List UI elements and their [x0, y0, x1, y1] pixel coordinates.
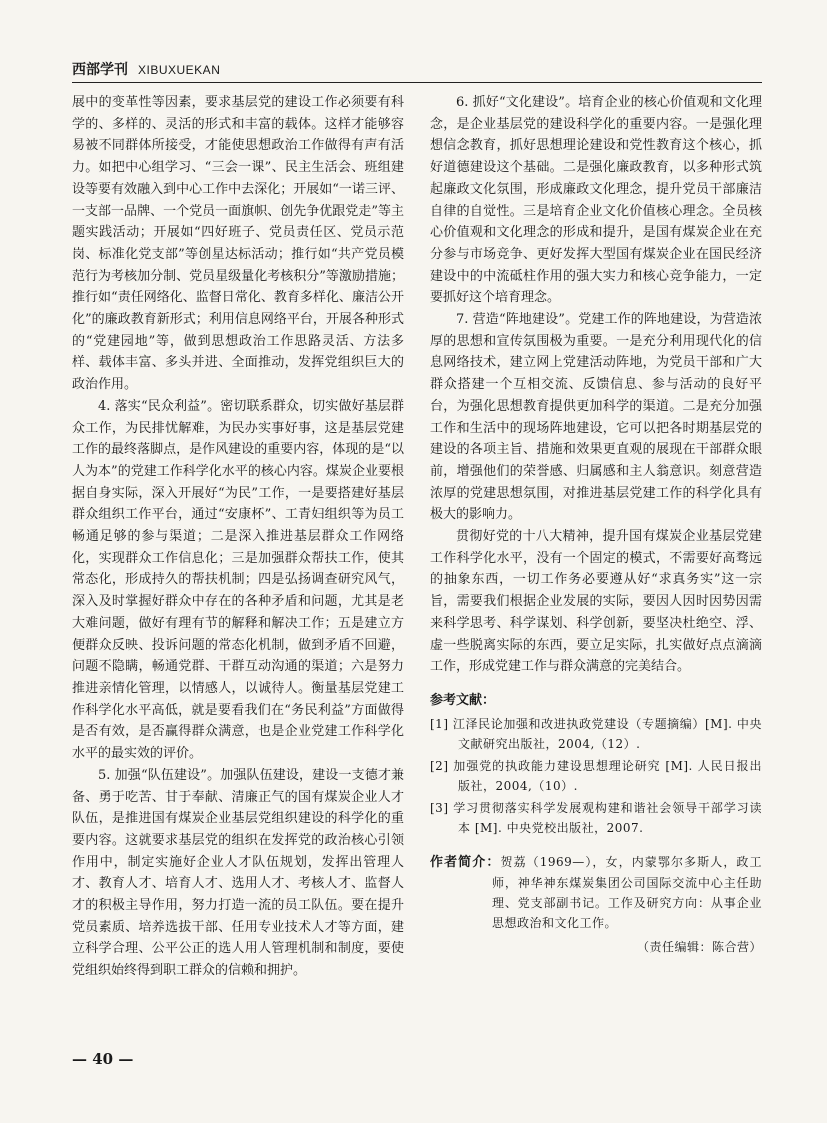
reference-item: [2] 加强党的执政能力建设思想理论研究 [M]. 人民日报出版社，2004,（10）. [430, 758, 762, 793]
journal-title-en: XIBUXUEKAN [138, 63, 221, 77]
running-header [72, 60, 762, 83]
paragraph: 展中的变革性等因素，要求基层党的建设工作必须要有科学的、多样的、灵活的形式和丰富的载体。这样才能够容易被不同群体所接受，才能使思想政治工作做得有声有活力。如把中心组学习、“三会一课”、民主生活会、班组建设等要有效融入到中心工作中去深化；开展如“一诺三评、一支部一品牌、一个党员一面旗帜、创先争优跟党走”等主题实践活动；开展如“四好班子、党员责任区、党员示范岗、标准化党支部”等创星达标活动；推行如“共产党员模范行为考核加分制、党员星级量化考核积分”等激励措施；推行如“责任网络化、监督日常化、教育多样化、廉洁公开化”的廉政教育新形式；利用信息网络平台，开展各种形式的“党建园地”等，做到思想政治工作思路灵活、方法多样、载体丰富、多头并进、全面推动，发挥党组织巨大的政治作用。 [72, 95, 404, 393]
reference-item: [3] 学习贯彻落实科学发展观构建和谐社会领导干部学习读本 [M]. 中央党校出版社，2007. [430, 800, 762, 835]
journal-title-cn: 西部学刊 [72, 62, 128, 78]
author-bio [430, 852, 762, 933]
author-bio-label: 作者简介： [430, 854, 501, 870]
right-column [430, 92, 762, 958]
left-column [72, 92, 404, 982]
paragraph: 6. 抓好“文化建设”。培育企业的核心价值观和文化理念，是企业基层党的建设科学化的重要内容。一是强化理想信念教育，抓好思想理论建设和党性教育这个核心，抓好道德建设这个基础。二是强化廉政教育，以多种形式筑起廉政文化氛围，形成廉政文化理念，提升党员干部廉洁自律的自觉性。三是培育企业文化价值核心理念。全员核心价值观和文化理念的形成和提升，是国有煤炭企业在充分参与市场竞争、更好发挥大型国有煤炭企业在国民经济建设中的中流砥柱作用的强大实力和核心竞争能力，一定要抓好这个培育理念。 [430, 95, 762, 306]
reference-item: [1] 江泽民论加强和改进执政党建设（专题摘编）[M]. 中央文献研究出版社，2004,（12）. [430, 716, 762, 751]
references-title: 参考文献： [430, 692, 496, 708]
paragraph: 4. 落实“民众利益”。密切联系群众，切实做好基层群众工作，为民排忧解难，为民办实事好事，这是基层党建工作的最终落脚点，是作风建设的重要内容，体现的是“以人为本”的党建工作科学化水平的核心内容。煤炭企业要根据自身实际，深入开展好“为民”工作，一是要搭建好基层群众组织工作平台，通过“安康杯”、工青妇组织等为员工畅通足够的参与渠道；二是深入推进基层群众工作网络化，实现群众工作信息化；三是加强群众帮扶工作，使其常态化，形成持久的帮扶机制；四是弘扬调查研究风气，深入及时掌握好群众中存在的各种矛盾和问题，尤其是老大难问题，做好有理有节的解释和解决工作；五是建立方便群众反映、投诉问题的常态化机制，做到矛盾不回避，问题不隐瞒，畅通党群、干群互动沟通的渠道；六是努力推进亲情化管理，以情感人，以诚待人。衡量基层党建工作科学化水平高低，就是要看我们在“务民利益”方面做得是否有效，是否赢得群众满意，也是企业党建工作科学化水平的最实效的评价。 [72, 398, 404, 762]
paragraph: 贯彻好党的十八大精神，提升国有煤炭企业基层党建工作科学化水平，没有一个固定的模式，不需要好高骛远的抽象东西，一切工作务必要遵从好“求真务实”这一宗旨，需要我们根据企业发展的实际，要因人因时因势因需来科学思考、科学谋划、科学创新，要坚决杜绝空、浮、虚一些脱离实际的东西，要立足实际，扎实做好点点滴滴工作，形成党建工作与群众满意的完美结合。 [430, 529, 762, 675]
author-bio-text: 贺荔（1969—），女，内蒙鄂尔多斯人，政工师，神华神东煤炭集团公司国际交流中心主任助理、党支部副书记。工作及研究方向：从事企业思想政治和文化工作。 [492, 854, 762, 930]
editor-note: （责任编辑：陈合营） [636, 939, 762, 954]
paragraph: 5. 加强“队伍建设”。加强队伍建设，建设一支德才兼备、勇于吃苦、甘于奉献、清廉正气的国有煤炭企业人才队伍，是推进国有煤炭企业基层党组织建设的科学化的重要内容。这就要求基层党的组织在发挥党的政治核心引领作用中，制定实施好企业人才队伍规划，发挥出管理人才、教育人才、培育人才、选用人才、考核人才、监督人才的积极主导作用，努力打造一流的员工队伍。要在提升党员素质、培养选拔干部、任用专业技术人才等方面，建立科学合理、公平公正的选人用人管理机制和制度，要使党组织始终得到职工群众的信赖和拥护。 [72, 767, 404, 979]
page-number: — 40 — [72, 1050, 134, 1068]
paragraph: 7. 营造“阵地建设”。党建工作的阵地建设，为营造浓厚的思想和宣传氛围极为重要。一是充分利用现代化的信息网络技术，建立网上党建活动阵地，为党员干部和广大群众搭建一个互相交流、反馈信息、参与活动的良好平台，为强化思想教育提供更加科学的渠道。二是充分加强工作和生活中的现场阵地建设，它可以把各时期基层党的建设的各项主旨、措施和效果更直观的展现在干部群众眼前，增强他们的荣誉感、归属感和主人翁意识。刻意营造浓厚的党建思想氛围，对推进基层党建工作的科学化具有极大的影响力。 [430, 312, 762, 523]
